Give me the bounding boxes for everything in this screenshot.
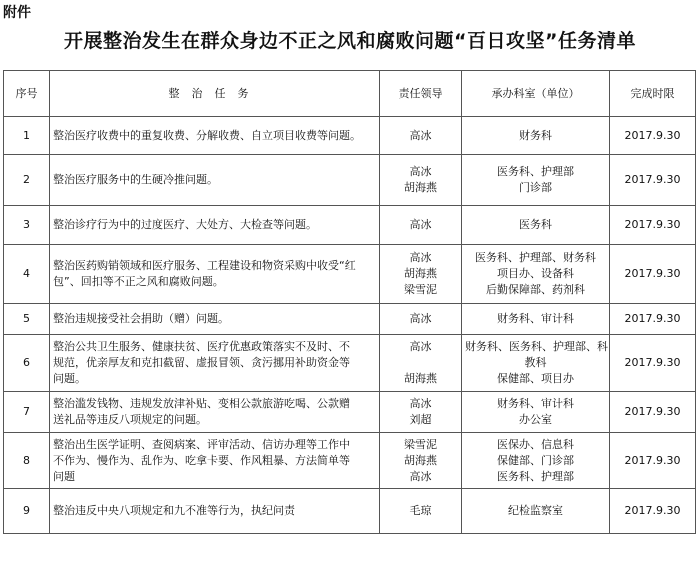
cell-deadline: 2017.9.30: [610, 155, 696, 206]
cell-task: [50, 304, 380, 335]
task-line: 整治医疗收费中的重复收费、分解收费、自立项目收费等问题。: [53, 128, 361, 142]
leader-name: 高冰: [409, 469, 432, 483]
task-line: 整治公共卫生服务、健康扶贫、医疗优惠政策落实不及时、不: [53, 340, 350, 353]
task-line: 规范，优亲厚友和克扣截留、虚报冒领、贪污挪用补助资金等: [53, 356, 350, 369]
header-no: 序号: [4, 71, 50, 117]
cell-no: 6: [4, 335, 50, 392]
cell-deadline: 2017.9.30: [610, 335, 696, 392]
cell-leader: [380, 304, 462, 335]
leader-name: 高冰: [409, 397, 432, 410]
leader-name: 高冰: [409, 340, 432, 353]
cell-dept: [462, 489, 610, 534]
dept-line: 教科: [524, 356, 547, 369]
cell-no: 1: [4, 117, 50, 155]
cell-leader: [380, 245, 462, 304]
table-header-row: [4, 71, 696, 117]
leader-name: 毛琼: [409, 504, 432, 517]
cell-deadline: 2017.9.30: [610, 304, 696, 335]
leader-name: 梁雪泥: [404, 283, 437, 296]
task-line: 整治出生医学证明、查阅病案、评审活动、信访办理等工作中: [53, 437, 350, 451]
cell-leader: [380, 155, 462, 206]
dept-line: 医务科、护理部、财务科: [475, 251, 596, 264]
task-line: 整治诊疗行为中的过度医疗、大处方、大检查等问题。: [53, 218, 317, 231]
leader-name: 胡海燕: [404, 181, 437, 194]
cell-task: [50, 245, 380, 304]
table-row: [4, 245, 696, 304]
dept-line: 纪检监察室: [508, 504, 563, 517]
dept-line: 后勤保障部、药剂科: [486, 283, 585, 296]
leader-name: 高冰: [409, 218, 432, 231]
leader-name: 高冰: [409, 251, 432, 264]
leader-name: 胡海燕: [404, 372, 437, 385]
cell-dept: [462, 304, 610, 335]
cell-deadline: 2017.9.30: [610, 117, 696, 155]
cell-task: [50, 335, 380, 392]
task-line: 不作为、慢作为、乱作为、吃拿卡要、作风粗暴、方法简单等: [53, 453, 350, 467]
task-line: 问题。: [53, 372, 86, 385]
header-dept: 承办科室（单位）: [462, 71, 610, 117]
leader-spacer: [383, 355, 458, 371]
task-line: 送礼品等违反八项规定的问题。: [53, 413, 207, 426]
dept-line: 保健部、门诊部: [497, 453, 574, 467]
cell-no: 4: [4, 245, 50, 304]
cell-task: [50, 392, 380, 433]
cell-task: [50, 206, 380, 245]
cell-deadline: 2017.9.30: [610, 392, 696, 433]
task-line: 整治违反中央八项规定和九不准等行为，执纪问责: [53, 504, 295, 517]
table-row: [4, 155, 696, 206]
cell-leader: [380, 489, 462, 534]
leader-name: 高冰: [409, 128, 432, 142]
task-line: 整治违规接受社会捐助（赠）问题。: [53, 312, 229, 325]
cell-no: 7: [4, 392, 50, 433]
table-row: [4, 335, 696, 392]
task-line: 整治医药购销领域和医疗服务、工程建设和物资采购中收受“红: [53, 259, 356, 272]
cell-dept: [462, 245, 610, 304]
cell-dept: [462, 206, 610, 245]
cell-dept: [462, 433, 610, 489]
dept-line: 项目办、设备科: [497, 267, 574, 280]
cell-no: 8: [4, 433, 50, 489]
cell-dept: [462, 155, 610, 206]
table-row: [4, 206, 696, 245]
cell-leader: [380, 117, 462, 155]
table-row: [4, 117, 696, 155]
cell-no: 2: [4, 155, 50, 206]
cell-leader: [380, 433, 462, 489]
cell-deadline: 2017.9.30: [610, 489, 696, 534]
cell-dept: [462, 117, 610, 155]
dept-line: 办公室: [519, 413, 552, 426]
leader-name: 高冰: [409, 165, 432, 178]
cell-leader: [380, 206, 462, 245]
dept-line: 财务科、审计科: [497, 397, 574, 410]
leader-name: 梁雪泥: [404, 437, 437, 451]
table-row: [4, 489, 696, 534]
cell-dept: [462, 392, 610, 433]
cell-task: [50, 489, 380, 534]
page-title: 开展整治发生在群众身边不正之风和腐败问题“百日攻坚”任务清单: [64, 30, 636, 52]
cell-dept: [462, 335, 610, 392]
cell-no: 3: [4, 206, 50, 245]
table-row: [4, 304, 696, 335]
dept-line: 医务科、护理部: [497, 165, 574, 178]
cell-leader: [380, 335, 462, 392]
cell-no: 5: [4, 304, 50, 335]
task-line: 问题: [53, 469, 75, 483]
leader-name: 胡海燕: [404, 267, 437, 280]
task-line: 整治滥发钱物、违规发放津补贴、变相公款旅游吃喝、公款赠: [53, 397, 350, 410]
task-line: 整治医疗服务中的生硬冷推问题。: [53, 173, 218, 186]
header-task: 整治任务: [50, 71, 380, 117]
dept-line: 医保办、信息科: [497, 437, 574, 451]
table-row: [4, 392, 696, 433]
header-deadline: 完成时限: [610, 71, 696, 117]
cell-deadline: 2017.9.30: [610, 433, 696, 489]
cell-no: 9: [4, 489, 50, 534]
header-leader: 责任领导: [380, 71, 462, 117]
dept-line: 财务科、医务科、护理部、科: [465, 340, 608, 353]
attachment-label: 附件: [3, 5, 31, 21]
table-row: [4, 433, 696, 489]
leader-name: 高冰: [409, 312, 432, 325]
dept-line: 门诊部: [519, 181, 552, 194]
leader-name: 胡海燕: [404, 453, 437, 467]
task-line: 包”、回扣等不正之风和腐败问题。: [53, 275, 224, 288]
cell-leader: [380, 392, 462, 433]
dept-line: 财务科、审计科: [497, 312, 574, 325]
cell-deadline: 2017.9.30: [610, 206, 696, 245]
cell-deadline: 2017.9.30: [610, 245, 696, 304]
dept-line: 财务科: [519, 128, 552, 142]
dept-line: 保健部、项目办: [497, 372, 574, 385]
dept-line: 医务科: [519, 218, 552, 231]
task-list-table: [3, 70, 696, 534]
dept-line: 医务科、护理部: [497, 469, 574, 483]
leader-name: 刘超: [409, 413, 432, 426]
cell-task: [50, 433, 380, 489]
cell-task: [50, 117, 380, 155]
cell-task: [50, 155, 380, 206]
